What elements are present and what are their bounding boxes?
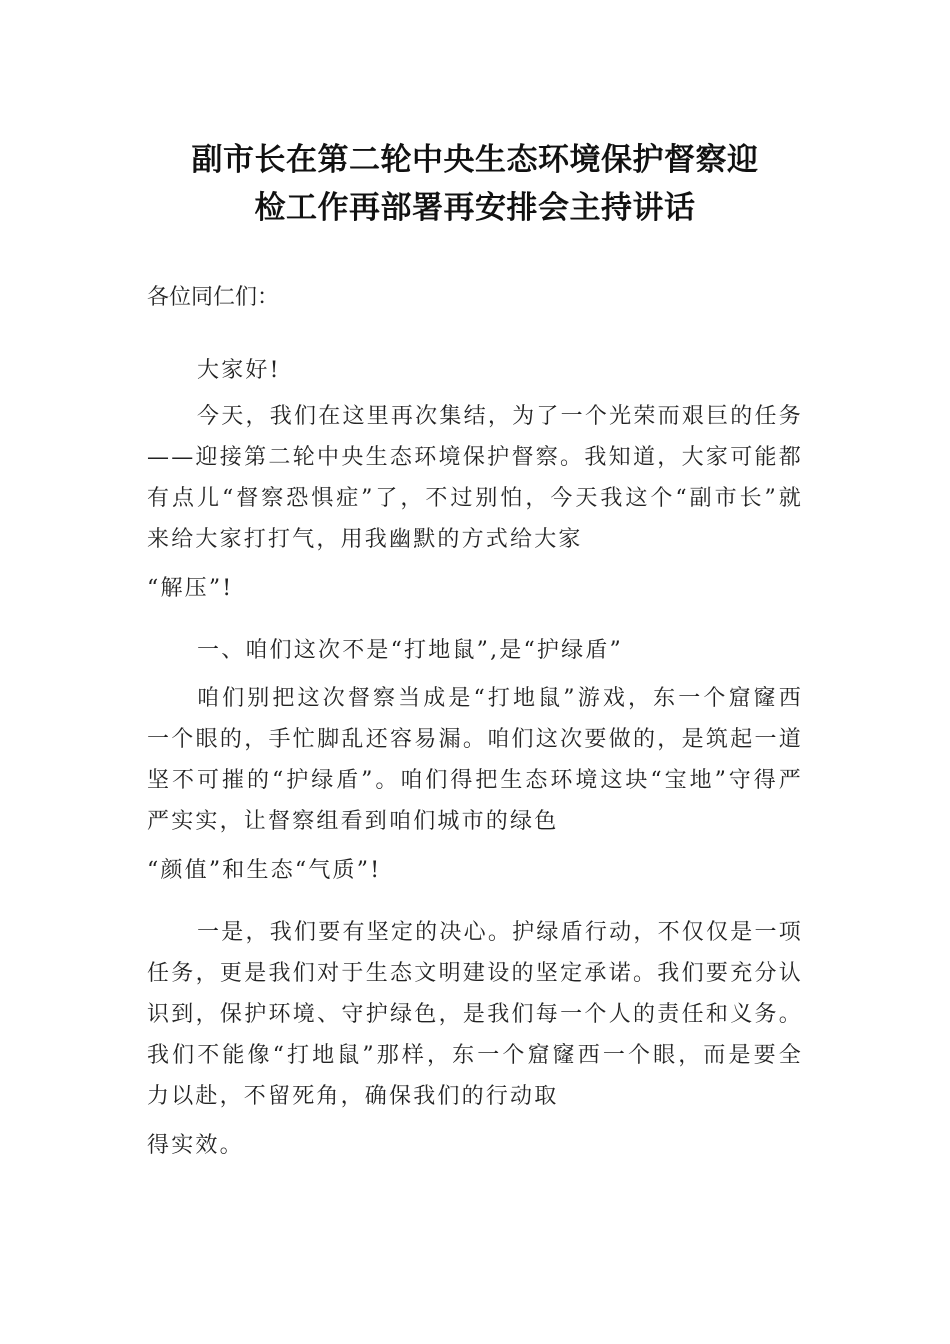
body-paragraph-2 xyxy=(147,912,803,1166)
body1-tail: “颜值”和生态“气质”! xyxy=(147,858,382,883)
intro-paragraph xyxy=(147,396,803,609)
intro-tail: “解压”! xyxy=(147,576,234,601)
body2-tail: 得实效。 xyxy=(147,1133,244,1158)
greeting-paragraph: 大家好! xyxy=(197,358,281,383)
title-line-2: 检工作再部署再安排会主持讲话 xyxy=(254,190,696,226)
body2-text: 一是，我们要有坚定的决心。护绿盾行动，不仅仅是一项任务，更是我们对于生态文明建设的坚定承诺。我们要充分认识到，保护环境、守护绿色，是我们每一个人的责任和义务。我们不能像“打地鼠”那样，东一个窟窿西一个眼，而是要全力以赴，不留死角，确保我们的行动取 xyxy=(147,920,803,1109)
salutation: 各位同仁们： xyxy=(147,285,280,310)
section-heading-1: 一、咱们这次不是“打地鼠”,是“护绿盾” xyxy=(197,638,623,663)
title-line-1: 副市长在第二轮中央生态环境保护督察迎 xyxy=(191,142,759,178)
document-title xyxy=(150,136,800,232)
body-paragraph-1 xyxy=(147,678,803,891)
intro-text: 今天，我们在这里再次集结，为了一个光荣而艰巨的任务——迎接第二轮中央生态环境保护督察。我知道，大家可能都有点儿“督察恐惧症”了，不过别怕，今天我这个“副市长”就来给大家打打气，用我幽默的方式给大家 xyxy=(147,404,803,552)
body1-text: 咱们别把这次督察当成是“打地鼠”游戏，东一个窟窿西一个眼的，手忙脚乱还容易漏。咱们这次要做的，是筑起一道坚不可摧的“护绿盾”。咱们得把生态环境这块“宝地”守得严严实实，让督察组看到咱们城市的绿色 xyxy=(147,686,803,834)
